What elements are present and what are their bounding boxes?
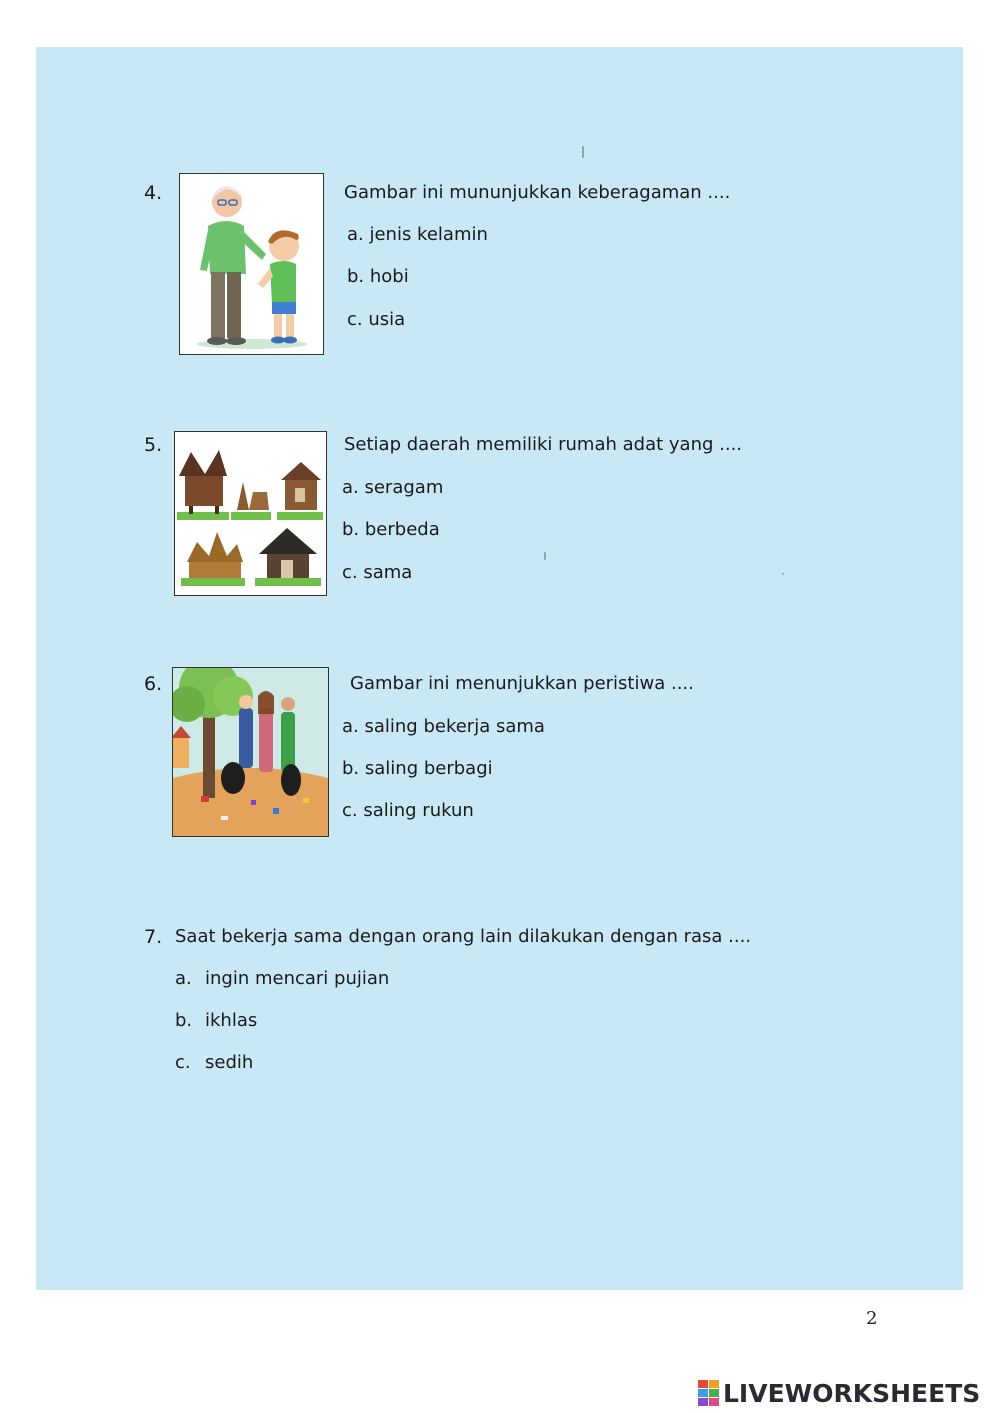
question-7-option-b[interactable]: ikhlas — [205, 1010, 258, 1031]
cleaning-together-illustration — [173, 668, 328, 836]
question-4-option-b[interactable]: b. hobi — [347, 266, 409, 287]
question-7-number: 7. — [144, 926, 163, 948]
question-6-option-a[interactable]: a. saling bekerja sama — [342, 716, 545, 737]
question-4-number: 4. — [144, 182, 163, 204]
paper-speck — [582, 146, 584, 158]
question-7-option-a-letter: a. — [175, 968, 192, 989]
question-6-option-b[interactable]: b. saling berbagi — [342, 758, 493, 779]
question-7-option-c-letter: c. — [175, 1052, 191, 1073]
page-number: 2 — [866, 1308, 878, 1329]
question-6-text: Gambar ini menunjukkan peristiwa .... — [350, 673, 694, 694]
liveworksheets-logo-icon — [698, 1380, 720, 1406]
question-6-option-c[interactable]: c. saling rukun — [342, 800, 474, 821]
question-7-text: Saat bekerja sama dengan orang lain dilakukan dengan rasa .... — [175, 926, 752, 947]
brand-name: LIVEWORKSHEETS — [723, 1378, 981, 1408]
question-5-number: 5. — [144, 434, 163, 456]
question-7-option-b-letter: b. — [175, 1010, 193, 1031]
paper-speck — [544, 552, 546, 560]
question-5-option-a[interactable]: a. seragam — [342, 477, 444, 498]
question-7-option-a[interactable]: ingin mencari pujian — [205, 968, 390, 989]
question-5-option-b[interactable]: b. berbeda — [342, 519, 440, 540]
question-5-option-c[interactable]: c. sama — [342, 562, 413, 583]
grandfather-and-boy-picture — [179, 173, 324, 355]
question-4-option-c[interactable]: c. usia — [347, 309, 406, 330]
paper-speck — [782, 573, 784, 575]
traditional-houses-illustration — [175, 432, 326, 595]
question-7-option-c[interactable]: sedih — [205, 1052, 254, 1073]
question-4-text: Gambar ini mununjukkan keberagaman .... — [344, 182, 731, 203]
question-5-text: Setiap daerah memiliki rumah adat yang .... — [344, 434, 743, 455]
question-6-number: 6. — [144, 673, 163, 695]
cleaning-together-picture — [172, 667, 329, 837]
traditional-houses-picture — [174, 431, 327, 596]
liveworksheets-brand[interactable] — [698, 1378, 980, 1408]
question-4-option-a[interactable]: a. jenis kelamin — [347, 224, 488, 245]
grandfather-boy-illustration — [180, 174, 323, 354]
